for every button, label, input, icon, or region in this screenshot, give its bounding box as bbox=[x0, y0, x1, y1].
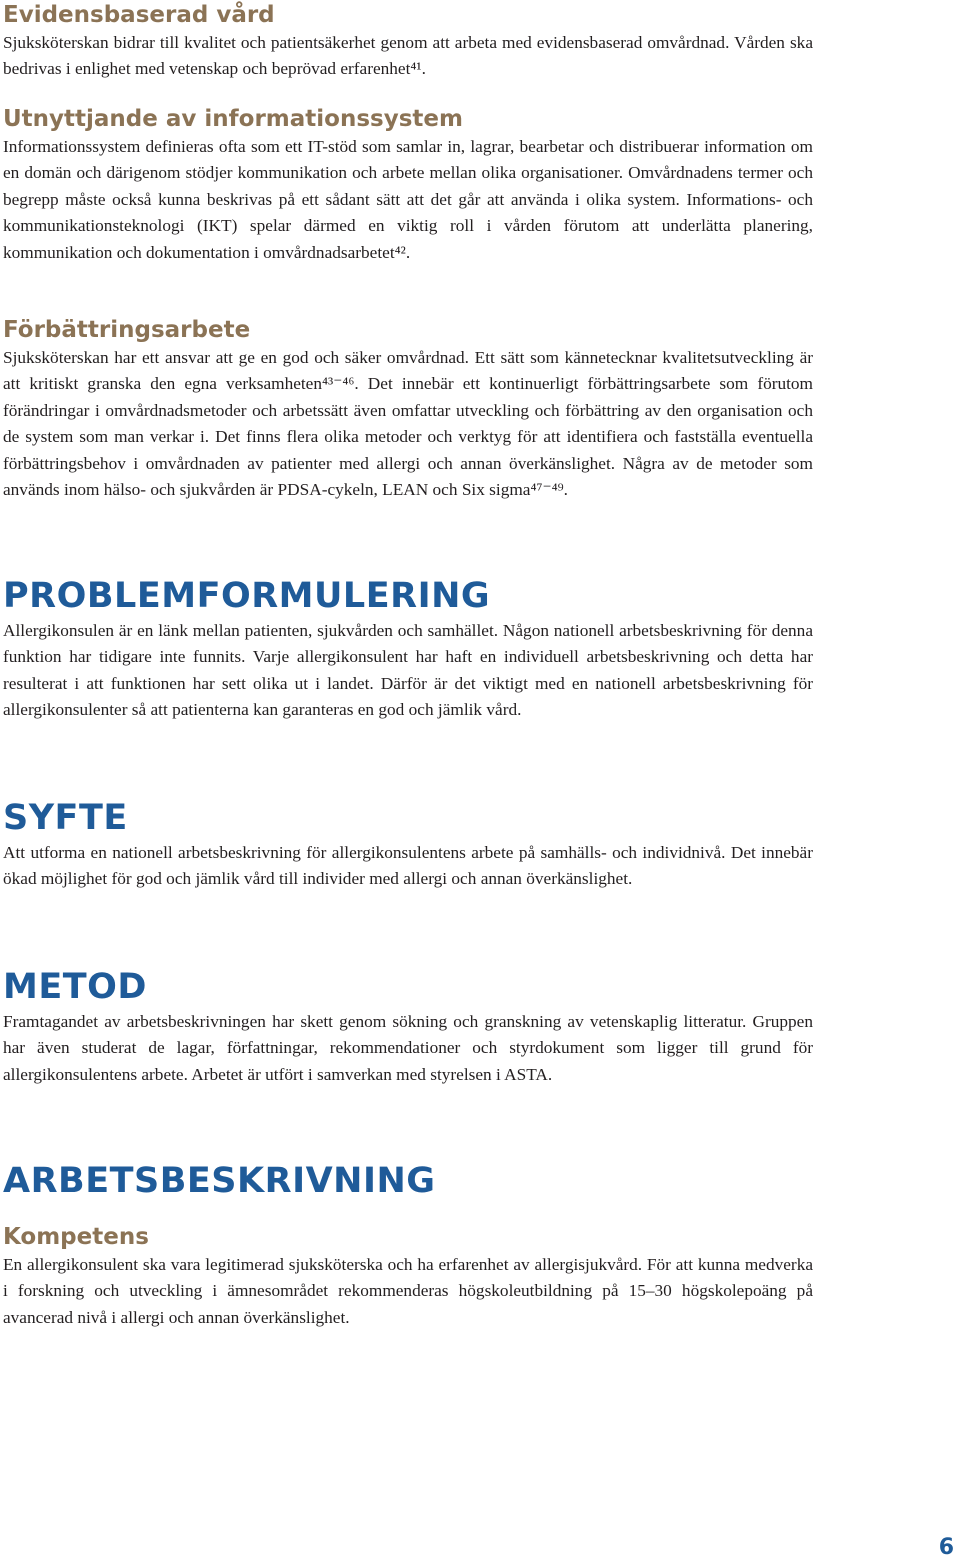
heading-problemformulering: PROBLEMFORMULERING bbox=[3, 576, 491, 616]
paragraph-forbattringsarbete: Sjuksköterskan har ett ansvar att ge en god och säker omvårdnad. Ett sätt som kännetecknar kvalitetsutveckling är att kritiskt granska den egna verksamheten⁴³⁻⁴⁶. Det innebär ett kontinuerligt förbättringsarbete som förutom förändringar i omvårdnadsmetoder och arbetssätt även omfattar utveckling och förbättring av den organisation och de system som man verkar i. Det finns flera olika metoder och verktyg för att identifiera och fastställa eventuella förbättringsbehov i omvårdnaden av patienter med allergi och annan överkänslighet. Några av de metoder som används inom hälso- och sjukvården är PDSA-cykeln, LEAN och Six sigma⁴⁷⁻⁴⁹. bbox=[3, 348, 813, 500]
section-kompetens bbox=[3, 1222, 813, 1331]
paragraph-informationssystem: Informationssystem definieras ofta som ett IT-stöd som samlar in, lagrar, bearbetar och distribuerar information om en domän och därigenom stödjer kommunikation och arbete mellan olika organisationer. Omvårdnadens termer och begrepp måste också kunna beskrivas på ett sådant sätt att det går att använda i olika system. Informations- och kommunikationsteknologi (IKT) spelar därmed en viktig roll i vården förutom att underlätta planering, kommunikation och dokumentation i omvårdnadsarbetet⁴². bbox=[3, 137, 813, 262]
section-arbetsbeskrivning bbox=[3, 1159, 813, 1203]
page-number: 6 bbox=[938, 1535, 954, 1560]
heading-kompetens: Kompetens bbox=[3, 1224, 149, 1250]
heading-arbetsbeskrivning: ARBETSBESKRIVNING bbox=[3, 1161, 436, 1201]
section-syfte bbox=[3, 796, 813, 893]
section-informationssystem bbox=[3, 104, 813, 266]
paragraph-kompetens: En allergikonsulent ska vara legitimerad sjuksköterska och ha erfarenhet av allergisjukvård. För att kunna medverka i forskning och utveckling i ämnesområdet rekommenderas högskoleutbildning på 15–30 högskolepoäng på avancerad nivå i allergi och annan överkänslighet. bbox=[3, 1255, 813, 1327]
heading-evidensbaserad-vard: Evidensbaserad vård bbox=[3, 2, 275, 28]
paragraph-problemformulering: Allergikonsulen är en länk mellan patienten, sjukvården och samhället. Någon nationell arbetsbeskrivning för denna funktion har tidigare inte funnits. Varje allergikonsulent har haft en individuell arbetsbeskrivning och detta har resulterat i att funktionen har sett olika ut i landet. Därför är det viktigt med en nationell arbetsbeskrivning för allergikonsulenter så att patienterna kan garanteras en god och jämlik vård. bbox=[3, 621, 813, 720]
section-metod bbox=[3, 965, 813, 1088]
section-evidensbaserad-vard bbox=[3, 0, 813, 83]
heading-metod: METOD bbox=[3, 967, 147, 1007]
heading-forbattringsarbete: Förbättringsarbete bbox=[3, 317, 251, 343]
heading-syfte: SYFTE bbox=[3, 798, 128, 838]
paragraph-syfte: Att utforma en nationell arbetsbeskrivning för allergikonsulentens arbete på samhälls- och individnivå. Det innebär ökad möjlighet för god och jämlik vård till individer med allergi och annan överkänslighet. bbox=[3, 843, 813, 889]
section-problemformulering bbox=[3, 574, 813, 724]
section-forbattringsarbete bbox=[3, 315, 813, 503]
heading-informationssystem: Utnyttjande av informationssystem bbox=[3, 106, 463, 132]
paragraph-metod: Framtagandet av arbetsbeskrivningen har skett genom sökning och granskning av vetenskaplig litteratur. Gruppen har även studerat de lagar, författningar, rekommendationer och styrdokument som ligger till grund för allergikonsulentens arbete. Arbetet är utfört i samverkan med styrelsen i ASTA. bbox=[3, 1012, 813, 1084]
paragraph-evidensbaserad-vard: Sjuksköterskan bidrar till kvalitet och patientsäkerhet genom att arbeta med evidensbaserad omvårdnad. Vården ska bedrivas i enlighet med vetenskap och beprövad erfarenhet⁴¹. bbox=[3, 33, 813, 79]
